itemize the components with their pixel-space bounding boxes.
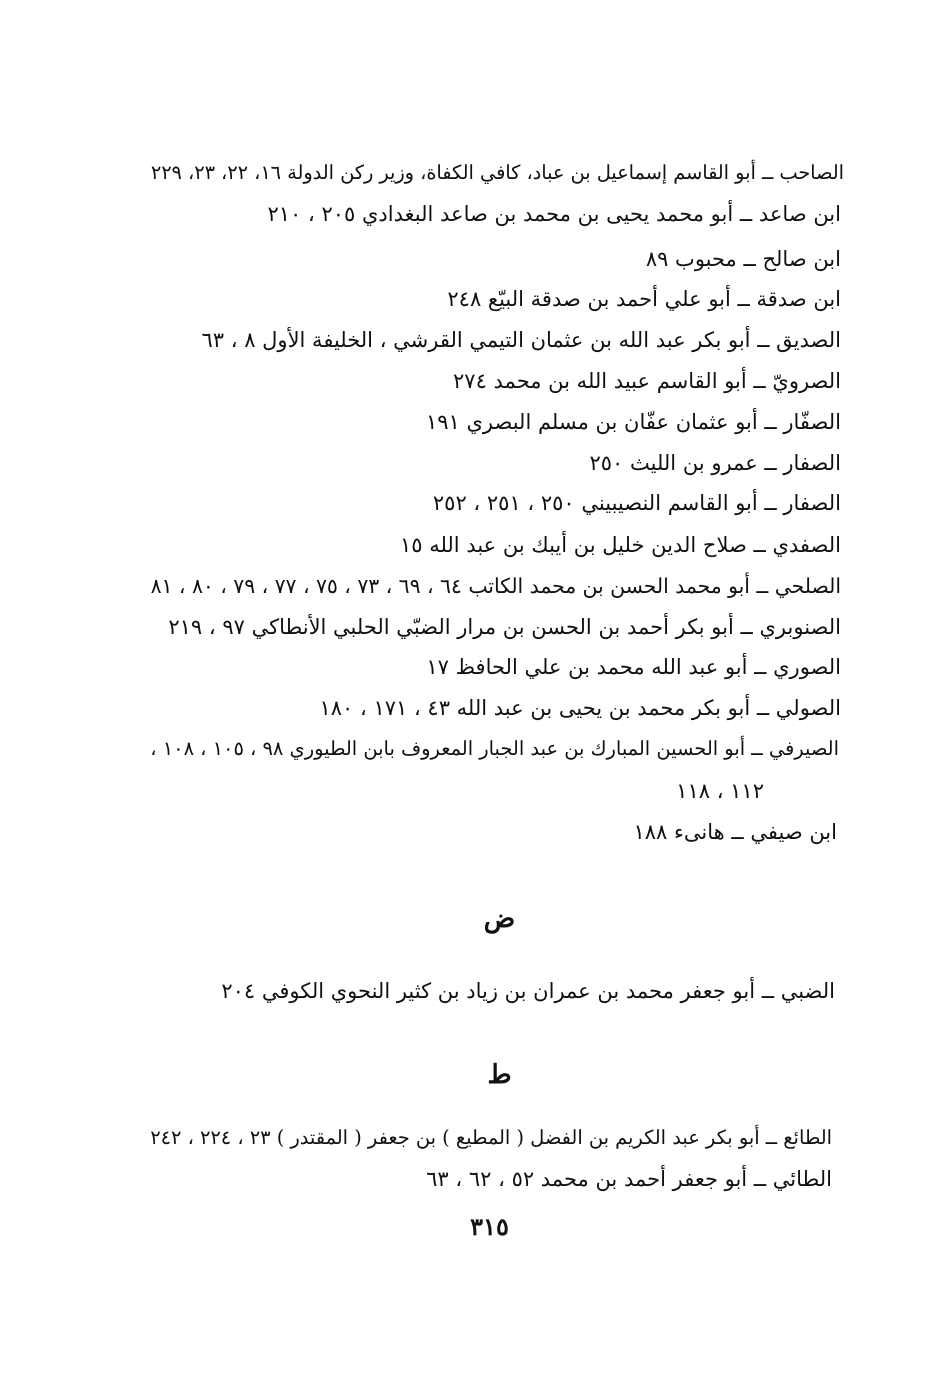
index-entry: ابن صدقة ــ أبو علي أحمد بن صدقة البيّع ٢٤٨ (447, 287, 841, 311)
index-entry: الصنوبري ــ أبو بكر أحمد بن الحسن بن مرار الضبّي الحلبي الأنطاكي ٩٧ ، ٢١٩ (168, 615, 841, 639)
index-entry: الصفار ــ أبو القاسم النصيبيني ٢٥٠ ، ٢٥١ ، ٢٥٢ (432, 491, 841, 515)
index-entry: الصديق ــ أبو بكر عبد الله بن عثمان التيمي القرشي ، الخليفة الأول ٨ ، ٦٣ (201, 328, 841, 352)
index-entry: الطائع ــ أبو بكر عبد الكريم بن الفضل ( المطيع ) بن جعفر ( المقتدر ) ٢٣ ، ٢٢٤ ، ٢٤٢ (150, 1126, 832, 1149)
page-number: ٣١٥ (470, 1212, 509, 1241)
index-entry: ابن صيفي ــ هانىء ١٨٨ (633, 820, 837, 844)
index-entry: الصيرفي ــ أبو الحسين المبارك بن عبد الجبار المعروف بابن الطيوري ٩٨ ، ١٠٥ ، ١٠٨ ، (150, 737, 839, 760)
index-entry: الطائي ــ أبو جعفر أحمد بن محمد ٥٢ ، ٦٢ ، ٦٣ (426, 1167, 832, 1191)
index-entry: الصاحب ــ أبو القاسم إسماعيل بن عباد، كافي الكفاة، وزير ركن الدولة ١٦، ٢٢، ٢٣، ٢٢٩ (150, 161, 844, 184)
index-entry: الضبي ــ أبو جعفر محمد بن عمران بن زياد بن كثير النحوي الكوفي ٢٠٤ (221, 979, 835, 1003)
index-entry: الصوري ــ أبو عبد الله محمد بن علي الحافظ ١٧ (426, 655, 841, 679)
index-entry: ابن صاعد ــ أبو محمد يحيى بن محمد بن صاعد البغدادي ٢٠٥ ، ٢١٠ (267, 202, 841, 226)
index-entry: الصفار ــ عمرو بن الليث ٢٥٠ (589, 451, 841, 475)
index-entry: الصولي ــ أبو بكر محمد بن يحيى بن عبد الله ٤٣ ، ١٧١ ، ١٨٠ (319, 696, 841, 720)
index-entry: ابن صالح ــ محبوب ٨٩ (645, 247, 841, 271)
section-letter-heading: ط (487, 1060, 512, 1090)
index-entry: الصرويّ ــ أبو القاسم عبيد الله بن محمد ٢٧٤ (453, 369, 841, 393)
index-entry-continuation: ١١٢ ، ١١٨ (676, 779, 764, 803)
index-entry: الصفدي ــ صلاح الدين خليل بن أيبك بن عبد الله ١٥ (399, 533, 841, 557)
section-letter-heading: ض (483, 904, 516, 934)
index-entry: الصلحي ــ أبو محمد الحسن بن محمد الكاتب ٦٤ ، ٦٩ ، ٧٣ ، ٧٥ ، ٧٧ ، ٧٩ ، ٨٠ ، ٨١ (150, 574, 841, 598)
index-entry: الصفّار ــ أبو عثمان عفّان بن مسلم البصري ١٩١ (425, 410, 841, 434)
